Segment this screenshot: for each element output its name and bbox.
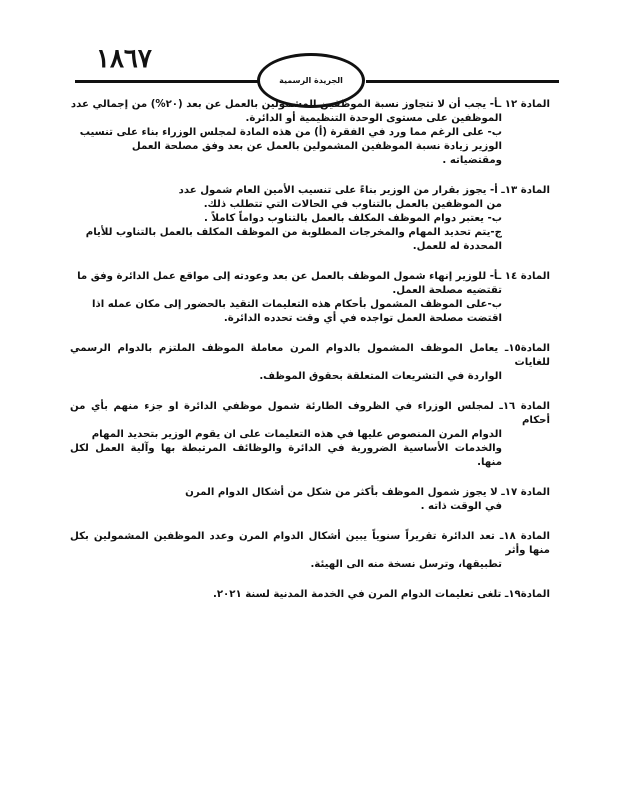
article-line: في الوقت ذاته . xyxy=(420,501,502,512)
article-line: الوزير زيادة نسبة الموظفين المشمولين بالعمل عن بعد وفق مصلحة العمل xyxy=(131,141,502,152)
article-line: ج-يتم تحديد المهام والمخرجات المطلوبة من الموظف المكلف بالعمل بالتناوب للأيام xyxy=(85,227,502,238)
article-line: المادة ١٧ـ لا يجوز شمول الموظف بأكثر من شكل من أشكال الدوام المرن xyxy=(185,487,550,498)
document-body xyxy=(70,98,550,618)
article-line: المحددة له للعمل. xyxy=(412,241,502,252)
article-line: المادة ١٢ ـأ- يجب أن لا تتجاوز نسبة الموظفين المشمولين بالعمل عن بعد (٢٠%) من إجمالي عدد xyxy=(70,99,550,110)
article-line: ومقتضياته . xyxy=(442,155,502,166)
article-line: تطبيقها، وترسل نسخة منه الى الهيئة. xyxy=(310,559,502,570)
article-14 xyxy=(70,270,550,326)
article-line: المادة ١٦ـ لمجلس الوزراء في الظروف الطارئة شمول موظفي الدائرة او جزء منهم بأي من أحكام xyxy=(70,401,550,426)
publication-name: الجريدة الرسمية xyxy=(279,76,343,85)
article-line: الموظفين على مستوى الوحدة التنظيمية أو الدائرة. xyxy=(245,113,502,124)
article-17 xyxy=(70,486,550,514)
article-13 xyxy=(70,184,550,254)
article-line: ب- يعتبر دوام الموظف المكلف بالعمل بالتناوب دواماً كاملاً . xyxy=(204,213,502,224)
article-line: المادة ١٨ـ تعد الدائرة تقريراً سنوياً يبين أشكال الدوام المرن وعدد الموظفين المشمولين بكل منها وأثر xyxy=(70,531,550,556)
article-16 xyxy=(70,400,550,470)
article-line: اقتضت مصلحة العمل تواجده في أي وقت تحدده الدائرة. xyxy=(223,313,502,324)
article-line: من الموظفين بالعمل بالتناوب في الحالات التي تتطلب ذلك. xyxy=(203,199,502,210)
article-line: الواردة في التشريعات المتعلقة بحقوق الموظف. xyxy=(259,371,502,382)
page-number: ١٨٦٧ xyxy=(96,44,152,74)
article-line: والخدمات الأساسية الضرورية في الدائرة والوظائف المرتبطة بها وآلية العمل لكل منها. xyxy=(70,443,502,468)
article-line: ب-على الموظف المشمول بأحكام هذه التعليمات التقيد بالحضور إلى مكان عمله اذا xyxy=(91,299,502,310)
article-line: تقتضيه مصلحة العمل. xyxy=(392,285,502,296)
article-line: المادة ١٤ ـأ- للوزير إنهاء شمول الموظف بالعمل عن بعد وعودته إلى مواقع عمل الدائرة وفق ما xyxy=(77,271,550,282)
article-15 xyxy=(70,342,550,384)
header-rule-right xyxy=(366,80,559,83)
article-line: ب- على الرغم مما ورد في الفقرة (أ) من هذه المادة لمجلس الوزراء بناء على تنسيب xyxy=(79,127,502,138)
article-line: المادة١٥ـ يعامل الموظف المشمول بالدوام المرن معاملة الموظف الملتزم بالدوام الرسمي للغايات xyxy=(70,343,550,368)
article-line: المادة١٩ـ تلغى تعليمات الدوام المرن في الخدمة المدنية لسنة ٢٠٢١. xyxy=(212,589,550,600)
header-rule-left xyxy=(75,80,258,83)
article-line: الدوام المرن المنصوص عليها في هذه التعليمات على ان يقوم الوزير بتحديد المهام xyxy=(91,429,502,440)
article-12 xyxy=(70,98,550,168)
article-line: المادة ١٣ـ أ- يجوز بقرار من الوزير بناءً على تنسيب الأمين العام شمول عدد xyxy=(178,185,550,196)
article-18 xyxy=(70,530,550,572)
article-19 xyxy=(70,588,550,602)
